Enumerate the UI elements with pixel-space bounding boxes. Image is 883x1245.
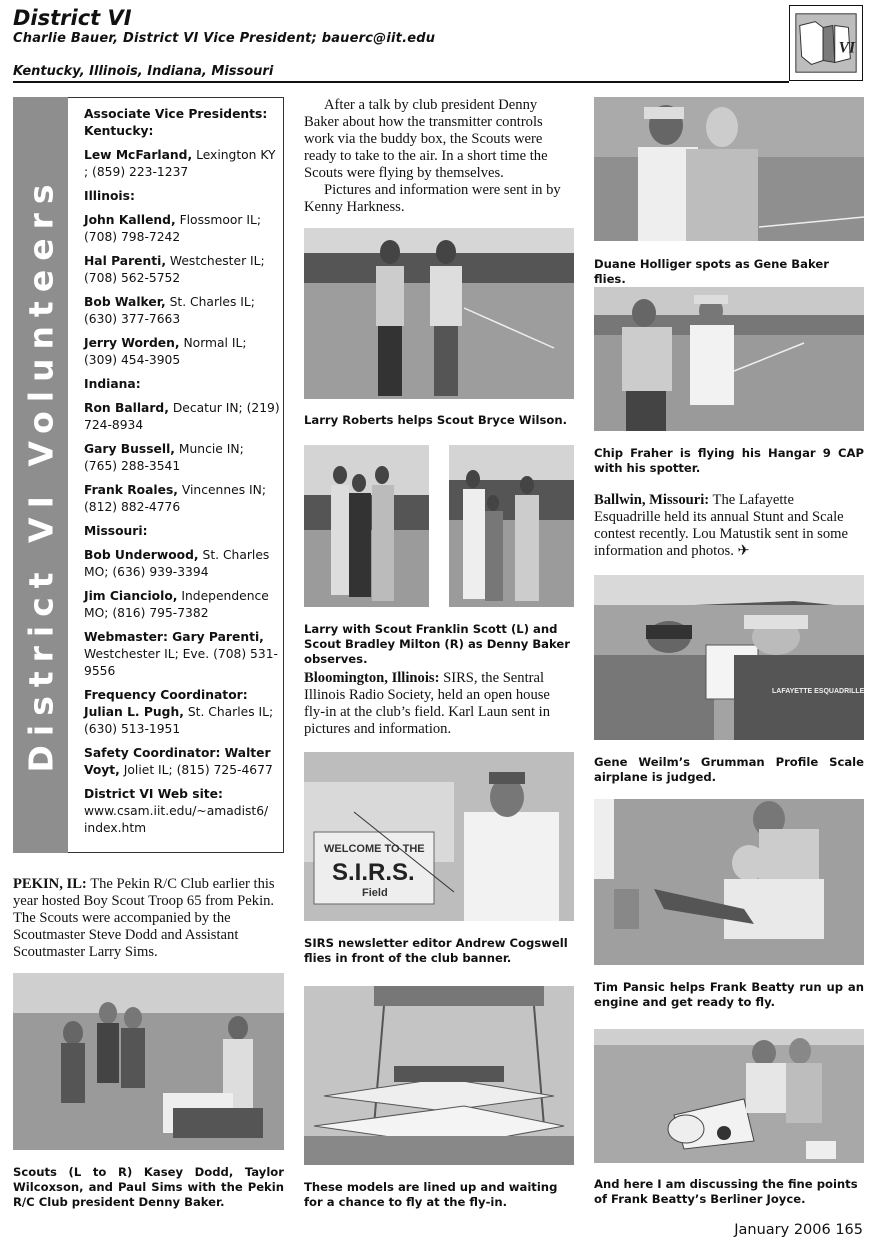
website-link[interactable]: www.csam.iit.edu/~amadist6/ index.htm: [84, 804, 269, 835]
photo-models-lined: [304, 986, 574, 1165]
svg-text:S.I.R.S.: S.I.R.S.: [332, 859, 415, 886]
page-title: District VI: [13, 6, 132, 30]
header-rule: [13, 81, 789, 83]
state-heading-indiana: Indiana:: [84, 377, 141, 391]
photo-chip-fraher: [594, 287, 864, 431]
volunteer-entry: Gary Bussell, Muncie IN; (765) 288-3541: [84, 442, 244, 473]
svg-text:Field: Field: [362, 887, 388, 899]
district-states: Kentucky, Illinois, Indiana, Missouri: [13, 64, 274, 79]
photo-sirs-banner: [304, 752, 574, 921]
volunteer-entry: John Kallend, Flossmoor IL; (708) 798-7242: [84, 213, 261, 244]
caption-larry-roberts: Larry Roberts helps Scout Bryce Wilson.: [304, 413, 567, 427]
district-logo: [789, 5, 863, 81]
caption-berliner: And here I am discussing the fine points of Frank Beatty’s Berliner Joyce.: [594, 1177, 858, 1206]
volunteer-entry: Bob Underwood, St. Charles MO; (636) 939-3394: [84, 548, 270, 579]
caption-models-lined: These models are lined up and waiting for a chance to fly at the fly-in.: [304, 1180, 558, 1209]
volunteer-entry: Bob Walker, St. Charles IL; (630) 377-7663: [84, 295, 255, 326]
caption-duane: Duane Holliger spots as Gene Baker flies.: [594, 257, 829, 286]
volunteer-entry: Jerry Worden, Normal IL; (309) 454-3905: [84, 336, 247, 367]
caption-sirs-editor: SIRS newsletter editor Andrew Cogswell flies in front of the club banner.: [304, 936, 568, 965]
photo-scouts-pekin: [13, 973, 284, 1150]
svg-text:LAFAYETTE ESQUADRILLE: LAFAYETTE ESQUADRILLE: [772, 688, 864, 695]
buddy-box-article: After a talk by club president Denny Baker about how the transmitter controls work via the buddy box, the Scouts were ready to take to the air. In a short time the Scouts were flying by themselves. Pictures and information were sent in by Kenny Harkness.: [304, 97, 561, 215]
caption-chip: Chip Fraher is flying his Hangar 9 CAP with his spotter.: [594, 446, 864, 475]
state-heading-illinois: Illinois:: [84, 189, 135, 203]
page-footer: January 2006 165: [734, 1222, 863, 1238]
volunteer-entry: Hal Parenti, Westchester IL; (708) 562-5752: [84, 254, 265, 285]
volunteer-entry: Lew McFarland, Lexington KY ; (859) 223-1237: [84, 148, 276, 179]
photo-bradley-milton: [449, 445, 574, 607]
photo-berliner-joyce: [594, 1029, 864, 1163]
caption-larry-franklin: Larry with Scout Franklin Scott (L) and Scout Bradley Milton (R) as Denny Baker observes.: [304, 622, 570, 666]
associate-vp-heading: Associate Vice Presidents: Kentucky:: [84, 107, 268, 138]
caption-scouts-pekin: Scouts (L to R) Kasey Dodd, Taylor Wilcoxson, and Paul Sims with the Pekin R/C Club president Denny Baker.: [13, 1165, 284, 1209]
svg-text:VI: VI: [838, 39, 856, 57]
photo-larry-roberts: [304, 228, 574, 399]
svg-text:WELCOME TO THE: WELCOME TO THE: [324, 843, 425, 855]
safety-coordinator-entry: Safety Coordinator: Walter Voyt, Joliet IL; (815) 725-4677: [84, 746, 273, 777]
volunteers-vertical-label: District VI Volunteers: [21, 175, 61, 773]
ballwin-article: Ballwin, Missouri: The Lafayette Esquadrille held its annual Stunt and Scale contest recently. Lou Matustik sent in some information and photos. ✈: [594, 492, 848, 559]
district-map-icon: [790, 6, 862, 80]
caption-tim-pansic: Tim Pansic helps Frank Beatty run up an engine and get ready to fly.: [594, 980, 864, 1009]
page-subtitle: Charlie Bauer, District VI Vice President; bauerc@iit.edu: [13, 31, 436, 46]
volunteers-list: [84, 106, 280, 844]
caption-gene-weilm: Gene Weilm’s Grumman Profile Scale airplane is judged.: [594, 755, 864, 784]
photo-duane-holliger: [594, 97, 864, 241]
photo-larry-franklin: [304, 445, 429, 607]
website-entry: District VI Web site: www.csam.iit.edu/~amadist6/ index.htm: [84, 787, 269, 835]
photo-gene-weilm: [594, 575, 864, 740]
webmaster-entry: Webmaster: Gary Parenti, Westchester IL; Eve. (708) 531-9556: [84, 630, 278, 678]
bloomington-article: Bloomington, Illinois: SIRS, the Sentral Illinois Radio Society, held an open house fly-in at the club’s field. Karl Laun sent in pictures and information.: [304, 670, 550, 737]
photo-tim-pansic: [594, 799, 864, 965]
volunteer-entry: Frank Roales, Vincennes IN; (812) 882-4776: [84, 483, 266, 514]
airplane-end-icon: ✈: [737, 543, 750, 559]
pekin-article: PEKIN, IL: The Pekin R/C Club earlier this year hosted Boy Scout Troop 65 from Pekin. The Scouts were accompanied by the Scoutmaster Steve Dodd and Assistant Scoutmaster Larry Sims.: [13, 876, 275, 960]
volunteer-entry: Ron Ballard, Decatur IN; (219) 724-8934: [84, 401, 280, 432]
state-heading-missouri: Missouri:: [84, 524, 148, 538]
frequency-coordinator-entry: Frequency Coordinator: Julian L. Pugh, St. Charles IL; (630) 513-1951: [84, 688, 274, 736]
volunteer-entry: Jim Cianciolo, Independence MO; (816) 795-7382: [84, 589, 269, 620]
